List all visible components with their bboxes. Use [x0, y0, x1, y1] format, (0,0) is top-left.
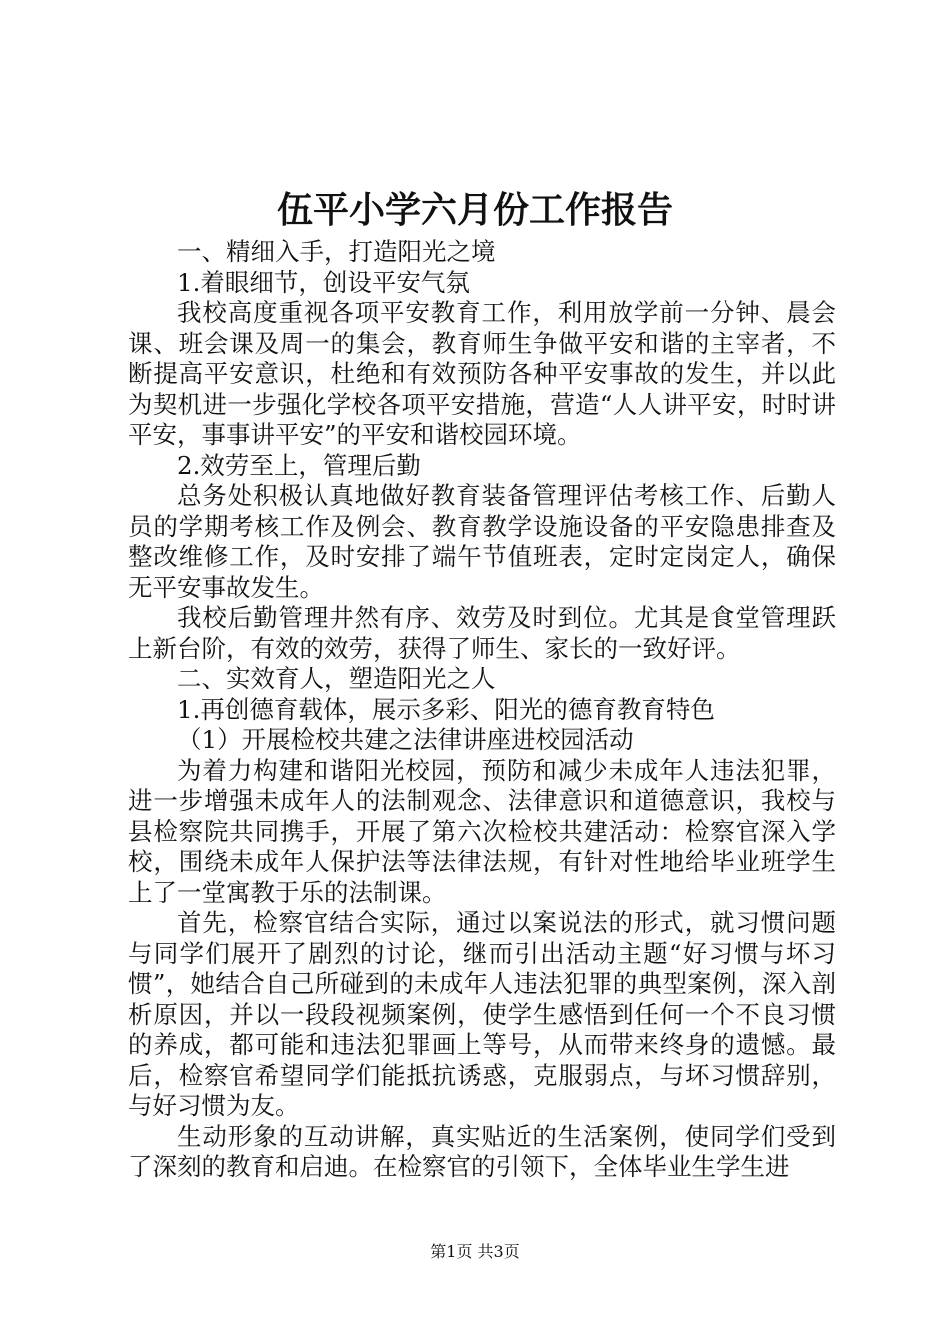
body-paragraph: 生动形象的互动讲解，真实贴近的生活案例，使同学们受到了深刻的教育和启迪。在检察官的引领下，全体毕业生学生进: [128, 1121, 836, 1181]
subsection-heading: 1.再创德育载体，展示多彩、阳光的德育教育特色: [177, 694, 715, 724]
subsection-heading: 2.效劳至上，管理后勤: [177, 450, 421, 480]
subsection-heading: 1.着眼细节，创设平安气氛: [177, 267, 470, 297]
body-paragraph: 为着力构建和谐阳光校园，预防和减少未成年人违法犯罪，进一步增强未成年人的法制观念、法律意识和道德意识，我校与县检察院共同携手，开展了第六次检校共建活动：检察官深入学校，围绕未成年人保护法等法律法规，有针对性地给毕业班学生上了一堂寓教于乐的法制课。: [128, 755, 836, 907]
body-paragraph: 首先，检察官结合实际，通过以案说法的形式，就习惯问题与同学们展开了剧烈的讨论，继而引出活动主题“好习惯与坏习惯”，她结合自己所碰到的未成年人违法犯罪的典型案例，深入剖析原因，并以一段段视频案例，使学生感悟到任何一个不良习惯的养成，都可能和违法犯罪画上等号，从而带来终身的遗憾。最后，检察官希望同学们能抵抗诱惑，克服弱点，与坏习惯辞别，与好习惯为友。: [128, 908, 836, 1120]
body-paragraph: 我校高度重视各项平安教育工作，利用放学前一分钟、晨会课、班会课及周一的集会，教育师生争做平安和谐的主宰者，不断提高平安意识，杜绝和有效预防各种平安事故的发生，并以此为契机进一步强化学校各项平安措施，营造“人人讲平安，时时讲平安，事事讲平安”的平安和谐校园环境。: [128, 298, 836, 449]
section-heading: 二、实效育人，塑造阳光之人: [177, 664, 496, 693]
section-heading: 一、精细入手，打造阳光之境: [177, 237, 496, 266]
page-number-footer: 第1页 共3页: [430, 1242, 520, 1261]
body-paragraph: 总务处积极认真地做好教育装备管理评估考核工作、后勤人员的学期考核工作及例会、教育教学设施设备的平安隐患排查及整改维修工作，及时安排了端午节值班表，定时定岗定人，确保无平安事故发生。: [128, 481, 836, 602]
document-body: [128, 237, 836, 1183]
body-paragraph: 我校后勤管理井然有序、效劳及时到位。尤其是食堂管理跃上新台阶，有效的效劳，获得了师生、家长的一致好评。: [128, 603, 836, 663]
document-title: 伍平小学六月份工作报告: [276, 189, 673, 231]
item-heading: （1）开展检校共建之法律讲座进校园活动: [177, 725, 634, 754]
